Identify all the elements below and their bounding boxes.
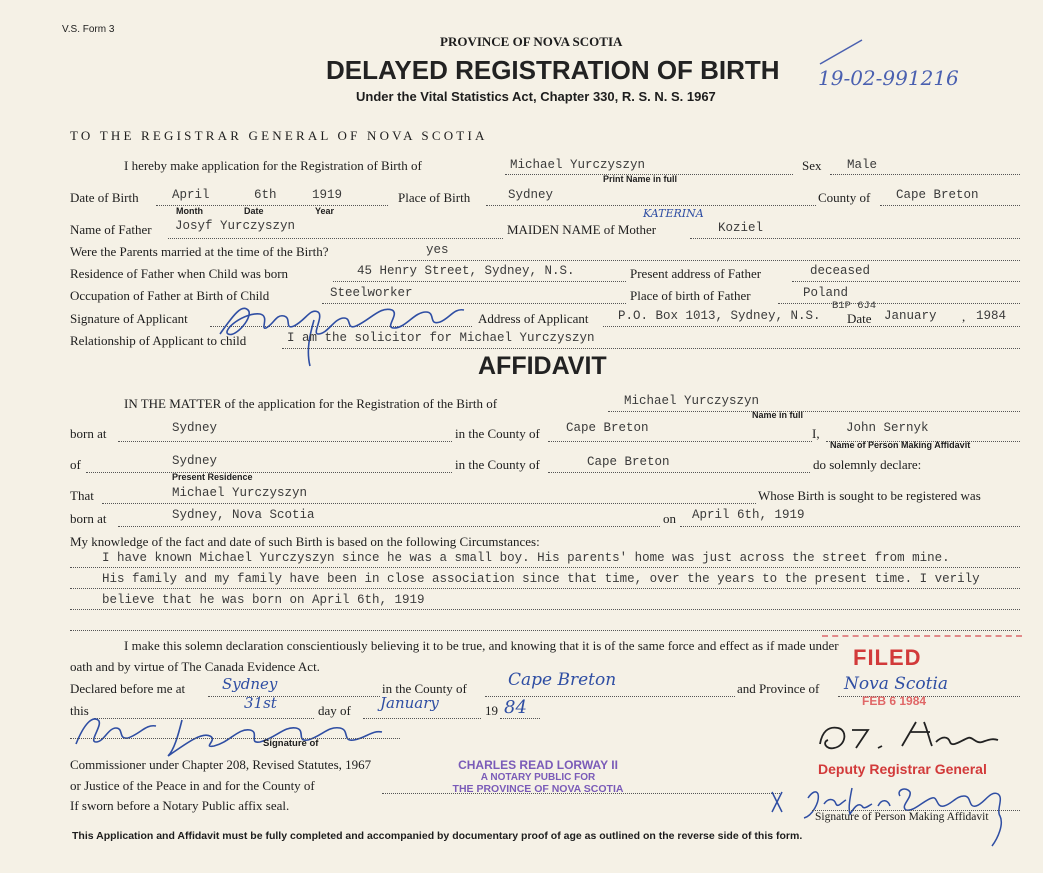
mother-first-name: KATERINA	[643, 207, 704, 220]
intro-label: I hereby make application for the Registration of Birth of	[124, 158, 422, 173]
county-label: County of	[818, 190, 871, 205]
occupation-value: Steelworker	[330, 286, 413, 300]
born-at-label-2: born at	[70, 511, 107, 526]
month-value: January	[380, 694, 439, 712]
father-label: Name of Father	[70, 222, 152, 237]
place-value: Sydney	[508, 188, 554, 202]
on-label: on	[663, 511, 676, 526]
applicant-date-year: 1984	[976, 309, 1007, 323]
notary-line: If sworn before a Notary Public affix seal.	[70, 798, 290, 813]
signature-of-label: Signature of	[263, 738, 319, 749]
footer-note: This Application and Affidavit must be fully completed and accompanied by documentary proof of age as outlined on the reverse side of this form.	[72, 830, 803, 842]
affiant-signature	[768, 768, 1028, 848]
registration-number: 19-02-991216	[818, 66, 959, 90]
dob-label: Date of Birth	[70, 190, 139, 205]
applicant-address-value: P.O. Box 1013, Sydney, N.S.	[618, 309, 821, 323]
solemn-line-1: I make this solemn declaration conscientiously believing it to be true, and knowing that it is of the same force and effect as if made under	[124, 638, 839, 653]
on-value: April 6th, 1919	[692, 508, 805, 522]
matter-label: IN THE MATTER of the application for the Registration of the Birth of	[124, 396, 498, 411]
dob-date: 6th	[254, 188, 277, 202]
dob-month: April	[172, 188, 210, 202]
child-name: Michael Yurczyszyn	[510, 158, 646, 172]
filed-stamp-border	[822, 635, 1022, 667]
registrar-signature	[812, 712, 1022, 758]
justice-line: or Justice of the Peace in and for the County of	[70, 778, 315, 793]
residence-value: 45 Henry Street, Sydney, N.S.	[357, 264, 575, 278]
applicant-date-month: January	[884, 309, 937, 323]
day-number: 31st	[244, 694, 277, 712]
addressee: TO THE REGISTRAR GENERAL OF NOVA SCOTIA	[70, 128, 488, 143]
father-birthplace-label: Place of birth of Father	[630, 288, 751, 303]
year-prefix: 19	[485, 703, 498, 718]
residence-label: Residence of Father when Child was born	[70, 266, 289, 281]
applicant-date-label: Date	[847, 311, 872, 326]
province-label: and Province of	[737, 681, 820, 696]
sex-value: Male	[847, 158, 878, 172]
county-label-4: in the County of	[382, 681, 467, 696]
deputy-registrar-stamp: Deputy Registrar General	[818, 761, 987, 777]
signature-label: Signature of Applicant	[70, 311, 188, 326]
sought-label: Whose Birth is sought to be registered was	[758, 488, 981, 503]
affiant-name: John Sernyk	[846, 421, 929, 435]
present-address-label: Present address of Father	[630, 266, 762, 281]
commissioner-signature	[70, 702, 400, 762]
that-value: Michael Yurczyszyn	[172, 486, 308, 500]
declared-label: Declared before me at	[70, 681, 186, 696]
county-label-2: in the County of	[455, 426, 540, 441]
name-in-full-note: Name in full	[752, 410, 804, 420]
page-title: DELAYED REGISTRATION OF BIRTH	[326, 55, 780, 85]
date-comma: ,	[962, 309, 966, 324]
year-suffix: 84	[504, 697, 527, 718]
commissioner-line: Commissioner under Chapter 208, Revised Statutes, 1967	[70, 757, 372, 772]
this-label: this	[70, 703, 89, 718]
declare-label: do solemnly declare:	[813, 457, 922, 472]
county-label-3: in the County of	[455, 457, 540, 472]
that-label: That	[70, 488, 94, 503]
county-value-3: Cape Breton	[587, 455, 670, 469]
check-mark-icon	[818, 36, 866, 66]
date-label: Date	[244, 206, 264, 216]
born-at-label: born at	[70, 426, 107, 441]
county-value: Cape Breton	[896, 188, 979, 202]
province-heading: PROVINCE OF NOVA SCOTIA	[440, 34, 623, 49]
notary-stamp-line3: THE PROVINCE OF NOVA SCOTIA	[452, 783, 624, 795]
of-value: Sydney	[172, 454, 218, 468]
solemn-line-2: oath and by virtue of The Canada Evidence Act.	[70, 659, 320, 674]
place-label: Place of Birth	[398, 190, 471, 205]
married-value: yes	[426, 243, 449, 257]
applicant-address-label: Address of Applicant	[478, 311, 589, 326]
occupation-label: Occupation of Father at Birth of Child	[70, 288, 270, 303]
sex-label: Sex	[802, 158, 822, 173]
notary-stamp	[448, 758, 628, 795]
year-label: Year	[315, 206, 335, 216]
born-at-value: Sydney	[172, 421, 218, 435]
circumstance-line-2: His family and my family have been in close association since that time, over the years to the present time. I verily	[102, 572, 980, 586]
maiden-label: MAIDEN NAME of Mother	[507, 222, 657, 237]
relationship-value: I am the solicitor for Michael Yurczyszyn	[287, 331, 595, 345]
filed-date: FEB 6 1984	[862, 694, 927, 708]
of-label: of	[70, 457, 81, 472]
declared-province: Nova Scotia	[844, 674, 949, 694]
affidavit-heading: AFFIDAVIT	[478, 352, 607, 380]
affiant-note: Name of Person Making Affidavit	[830, 440, 971, 450]
married-label: Were the Parents married at the time of the Birth?	[70, 244, 329, 259]
month-label: Month	[176, 206, 203, 216]
knowledge-label: My knowledge of the fact and date of such Birth is based on the following Circumstances:	[70, 534, 540, 549]
present-residence-note: Present Residence	[172, 472, 253, 482]
declared-county: Cape Breton	[508, 670, 617, 690]
father-value: Josyf Yurczyszyn	[175, 219, 296, 233]
present-address-value: deceased	[810, 264, 871, 278]
form-id: V.S. Form 3	[62, 24, 115, 35]
notary-stamp-name: CHARLES READ LORWAY II	[458, 758, 618, 772]
i-label: I,	[812, 426, 820, 441]
subtitle: Under the Vital Statistics Act, Chapter 330, R. S. N. S. 1967	[356, 89, 716, 104]
matter-name: Michael Yurczyszyn	[624, 394, 760, 408]
circumstance-line-3: believe that he was born on April 6th, 1919	[102, 593, 425, 607]
print-name-note: Print Name in full	[603, 174, 678, 184]
relationship-label: Relationship of Applicant to child	[70, 333, 247, 348]
notary-stamp-line2: A NOTARY PUBLIC FOR	[480, 772, 596, 783]
affiant-signature-label: Signature of Person Making Affidavit	[815, 811, 989, 823]
declared-place: Sydney	[222, 675, 278, 693]
dob-year: 1919	[312, 188, 343, 202]
circumstance-line-1: I have known Michael Yurczyszyn since he was a small boy. His parents' home was just across the street from mine.	[102, 551, 950, 565]
born-at-value-2: Sydney, Nova Scotia	[172, 508, 315, 522]
postal-code: B1P 6J4	[832, 300, 877, 312]
day-of-label: day of	[318, 703, 351, 718]
county-value-2: Cape Breton	[566, 421, 649, 435]
father-birthplace-value: Poland	[803, 286, 849, 300]
mother-maiden-value: Koziel	[718, 221, 764, 235]
filed-stamp: FILED	[853, 645, 922, 670]
